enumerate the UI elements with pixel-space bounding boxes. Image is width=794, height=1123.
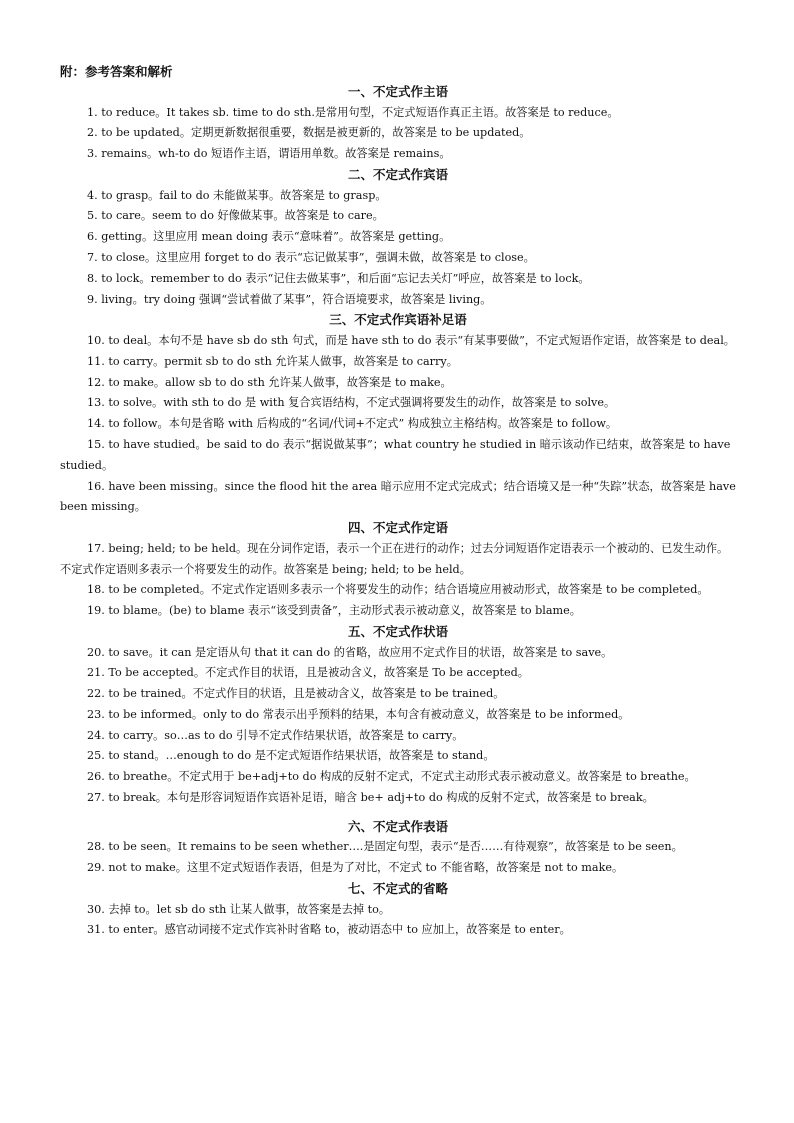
answer-item-22: 22. to be trained。不定式作目的状语，且是被动含义，故答案是 to be trained。 (87, 687, 505, 701)
answer-item-31: 31. to enter。感官动词接不定式作宾补时省略 to，被动语态中 to 应加上，故答案是 to enter。 (87, 923, 571, 937)
answer-item-12: 12. to make。allow sb to do sth 允许某人做事，故答案是 to make。 (87, 375, 452, 389)
answer-item-6: 6. getting。这里应用 mean doing 表示“意味着”。故答案是 getting。 (87, 230, 451, 244)
answer-item-15: 15. to have studied。be said to do 表示“据说做某事”；what country he studied in 暗示该动作已结束，故答案是 to have studied。 (60, 437, 731, 472)
section-title-predicative: 六、不定式作表语 (347, 818, 448, 834)
answer-item-5: 5. to care。seem to do 好像做某事。故答案是 to care。 (87, 209, 384, 223)
section-title-object: 二、不定式作宾语 (347, 166, 448, 182)
section-title-subject: 一、不定式作主语 (347, 84, 448, 99)
answer-item-13: 13. to solve。with sth to do 是 with 复合宾语结构，不定式强调将要发生的动作，故答案是 to solve。 (87, 396, 616, 410)
answer-item-2: 2. to be updated。定期更新数据很重要，数据是被更新的，故答案是 to be updated。 (87, 126, 531, 140)
section-title-adverbial: 五、不定式作状语 (347, 623, 448, 639)
answer-item-3: 3. remains。wh-to do 短语作主语，谓语用单数。故答案是 remains。 (87, 147, 451, 161)
answer-item-20: 20. to save。it can 是定语从句 that it can do 的省略，故应用不定式作目的状语，故答案是 to save。 (87, 645, 613, 659)
answer-item-17: 17. being; held; to be held。现在分词作定语，表示一个正在进行的动作；过去分词短语作定语表示一个被动的、已发生动作。不定式作定语则多表示一个将要发生的动作。故答案是 being; held; to be held。 (60, 541, 729, 576)
answer-item-8: 8. to lock。remember to do 表示“记住去做某事”，和后面“忘记去关灯”呼应，故答案是 to lock。 (87, 271, 590, 285)
answer-item-4: 4. to grasp。fail to do 未能做某事。故答案是 to grasp。 (87, 188, 387, 202)
answer-item-14: 14. to follow。本句是省略 with 后构成的“名词/代词+不定式” 构成独立主格结构。故答案是 to follow。 (87, 417, 618, 431)
answer-item-16: 16. have been missing。since the flood hit the area 暗示应用不定式完成式；结合语境又是一种“失踪”状态，故答案是 have been missing。 (60, 479, 736, 514)
answer-item-11: 11. to carry。permit sb to do sth 允许某人做事，故答案是 to carry。 (87, 354, 458, 368)
answer-item-24: 24. to carry。so…as to do 引导不定式作结果状语，故答案是 to carry。 (87, 728, 464, 742)
answer-item-27: 27. to break。本句是形容词短语作宾语补足语，暗含 be+ adj+to do 构成的反射不定式，故答案是 to break。 (87, 791, 654, 805)
section-title-omission: 七、不定式的省略 (347, 881, 448, 897)
answer-item-19: 19. to blame。(be) to blame 表示“该受到责备”，主动形式表示被动意义，故答案是 to blame。 (87, 604, 581, 618)
answer-item-1: 1. to reduce。It takes sb. time to do sth.是常用句型，不定式短语作真正主语。故答案是 to reduce。 (87, 105, 619, 119)
answer-item-29: 29. not to make。这里不定式短语作表语，但是为了对比，不定式 to 不能省略，故答案是 not to make。 (87, 861, 624, 875)
document-title: 附：参考答案和解析 (60, 64, 173, 79)
answer-document (60, 62, 736, 941)
answer-item-7: 7. to close。这里应用 forget to do 表示“忘记做某事”，强调未做，故答案是 to close。 (87, 250, 535, 264)
answer-item-30: 30. 去掉 to。let sb do sth 让某人做事，故答案是去掉 to。 (87, 902, 391, 916)
answer-item-21: 21. To be accepted。不定式作目的状语，且是被动含义，故答案是 To be accepted。 (87, 666, 529, 680)
section-title-object-complement: 三、不定式作宾语补足语 (329, 312, 467, 328)
answer-item-9: 9. living。try doing 强调“尝试着做了某事”，符合语境要求，故答案是 living。 (87, 292, 492, 306)
answer-item-10: 10. to deal。本句不是 have sb do sth 句式，而是 have sth to do 表示“有某事要做”，不定式短语作定语，故答案是 to deal。 (87, 333, 735, 347)
answer-item-28: 28. to be seen。It remains to be seen whether….是固定句型，表示“是否……有待观察”，故答案是 to be seen。 (87, 840, 683, 854)
answer-item-25: 25. to stand。…enough to do 是不定式短语作结果状语，故答案是 to stand。 (87, 749, 495, 763)
answer-item-18: 18. to be completed。不定式作定语则多表示一个将要发生的动作；结合语境应用被动形式，故答案是 to be completed。 (87, 583, 709, 597)
section-title-attributive: 四、不定式作定语 (347, 520, 448, 536)
answer-item-23: 23. to be informed。only to do 常表示出乎预料的结果，本句含有被动意义，故答案是 to be informed。 (87, 707, 630, 721)
answer-item-26: 26. to breathe。不定式用于 be+adj+to do 构成的反射不定式，不定式主动形式表示被动意义。故答案是 to breathe。 (87, 770, 696, 784)
